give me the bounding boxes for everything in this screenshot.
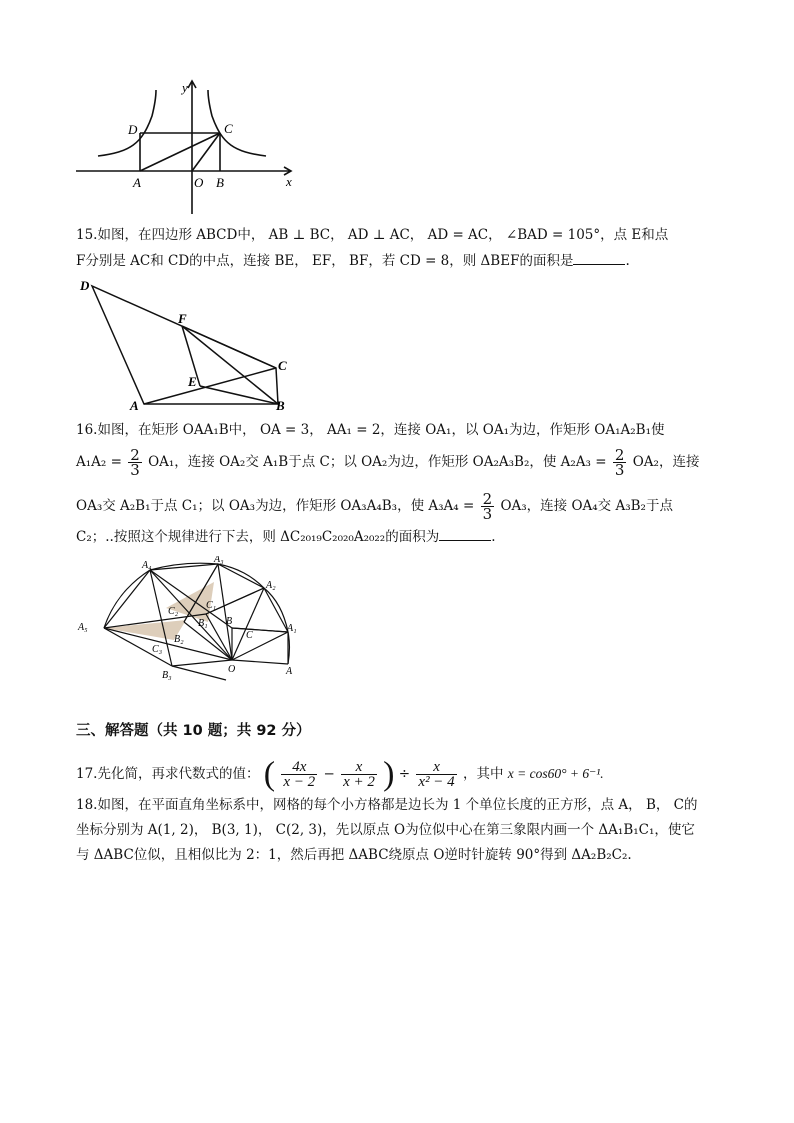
minus-sign: − <box>323 766 335 782</box>
label-O: O <box>194 175 204 190</box>
label-A4: A₄ <box>142 560 152 571</box>
frac-num: 2 <box>482 490 493 508</box>
frac-num: x <box>341 760 377 775</box>
fraction-two-thirds <box>613 448 627 477</box>
answer-blank <box>439 528 491 541</box>
q18-line3: 与 ΔABC位似，且相似比为 2：1，然后再把 ΔABC绕原点 O逆时针旋转 90°得到 ΔA₂B₂C₂. <box>76 847 632 863</box>
label-C: C <box>278 358 287 373</box>
label-D: D <box>128 122 138 137</box>
frac-num: 2 <box>130 446 140 464</box>
divide-sign: ÷ <box>398 766 411 782</box>
q17-prefix: 17.先化简，再求代数式的值： <box>76 766 260 782</box>
q16-line4 <box>76 527 496 547</box>
q18-line2: 坐标分别为 A(1, 2)， B(3, 1)， C(2, 3)，先以原点 O为位似中心在第三象限内画一个 ΔA₁B₁C₁，使它 <box>76 822 695 838</box>
figure-rectangle-spiral <box>76 556 302 684</box>
label-D: D <box>80 278 90 293</box>
q16-line3a: OA₃交 A₂B₁于点 C₁；以 OA₃为边，作矩形 OA₃A₄B₃，使 A₃A₄ = <box>76 498 475 514</box>
label-C3: C₃ <box>152 644 163 655</box>
frac-den: 3 <box>130 461 140 479</box>
answer-blank <box>573 252 625 265</box>
q16-line2 <box>76 448 699 477</box>
label-A: A <box>133 175 141 190</box>
label-A3: A₃ <box>214 556 224 565</box>
hyperbola-right-branch <box>208 90 266 156</box>
label-O: O <box>228 664 236 675</box>
frac-den: x + 2 <box>343 774 375 790</box>
frac-num: x <box>416 760 456 775</box>
label-F: F <box>178 311 187 326</box>
label-B: B <box>216 175 224 190</box>
frac-den: 3 <box>482 505 493 523</box>
q16-line2a: A₁A₂ = <box>76 454 122 470</box>
figure-quadrilateral <box>74 276 300 416</box>
q16-line2c: OA₂，连接 <box>632 454 700 470</box>
q15-line2-text: F分别是 AC和 CD的中点，连接 BE， EF， BF，若 CD = 8，则 ΔBEF的面积是 <box>76 253 574 269</box>
frac-num: 4x <box>281 760 317 775</box>
q16-end: . <box>491 529 496 545</box>
label-x: x <box>286 174 292 189</box>
label-A1: A₁ <box>287 623 297 634</box>
q16-line3b: OA₃，连接 OA₄交 A₃B₂于点 <box>500 498 673 514</box>
label-C1: C₁ <box>206 600 217 611</box>
left-paren: ( <box>263 755 276 793</box>
fraction-4x-over-x-minus-2 <box>281 760 317 789</box>
label-B2: B₂ <box>174 634 184 645</box>
fraction-two-thirds <box>128 448 142 477</box>
q17-suffix: ，其中 <box>462 766 504 782</box>
section-heading: 三、解答题（共 10 题；共 92 分） <box>76 723 311 739</box>
label-A5: A₅ <box>78 622 88 633</box>
label-B: B <box>276 398 285 413</box>
label-C: C <box>246 630 253 641</box>
fraction-x-over-x-plus-2 <box>341 760 377 789</box>
q16-line2b: OA₁，连接 OA₂交 A₁B于点 C；以 OA₂为边，作矩形 OA₂A₃B₂，使 A₂A₃ = <box>148 454 607 470</box>
fraction-x-over-x2-minus-4 <box>416 760 456 789</box>
q18-line1: 18.如图，在平面直角坐标系中，网格的每个小方格都是边长为 1 个单位长度的正方形，点 A， B， C的 <box>76 797 698 813</box>
q17-condition: x = cos60° + 6⁻¹. <box>507 766 604 781</box>
right-paren: ) <box>383 755 395 793</box>
fraction-two-thirds <box>481 492 495 521</box>
frac-num: 2 <box>614 446 625 464</box>
q16-line1: 16.如图，在矩形 OAA₁B中， OA = 3， AA₁ = 2，连接 OA₁，以 OA₁为边，作矩形 OA₁A₂B₁使 <box>76 422 665 438</box>
label-B3: B₃ <box>162 670 172 681</box>
q15-line2 <box>76 251 630 271</box>
q17 <box>76 756 604 793</box>
label-B1: B₁ <box>198 618 208 629</box>
frac-den: x² − 4 <box>418 774 455 790</box>
label-E: E <box>188 374 197 389</box>
label-y: y <box>182 80 188 95</box>
label-A: A <box>130 398 139 413</box>
label-B: B <box>226 616 233 627</box>
frac-den: 3 <box>614 461 625 479</box>
q15-end: . <box>625 253 630 269</box>
label-A: A <box>286 666 293 677</box>
figure-hyperbola <box>70 76 300 218</box>
q15-line1: 15.如图，在四边形 ABCD中， AB ⊥ BC， AD ⊥ AC， AD = AC， ∠BAD = 105°，点 E和点 <box>76 227 669 243</box>
label-A2: A₂ <box>266 580 276 591</box>
hyperbola-left-branch <box>98 90 156 156</box>
label-C2: C₂ <box>168 606 179 617</box>
q16-line3 <box>76 492 673 521</box>
frac-den: x − 2 <box>283 774 316 790</box>
label-C: C <box>224 121 233 136</box>
q16-line4-text: C₂；..按照这个规律进行下去，则 ΔC₂₀₁₉C₂₀₂₀A₂₀₂₂的面积为 <box>76 529 440 545</box>
